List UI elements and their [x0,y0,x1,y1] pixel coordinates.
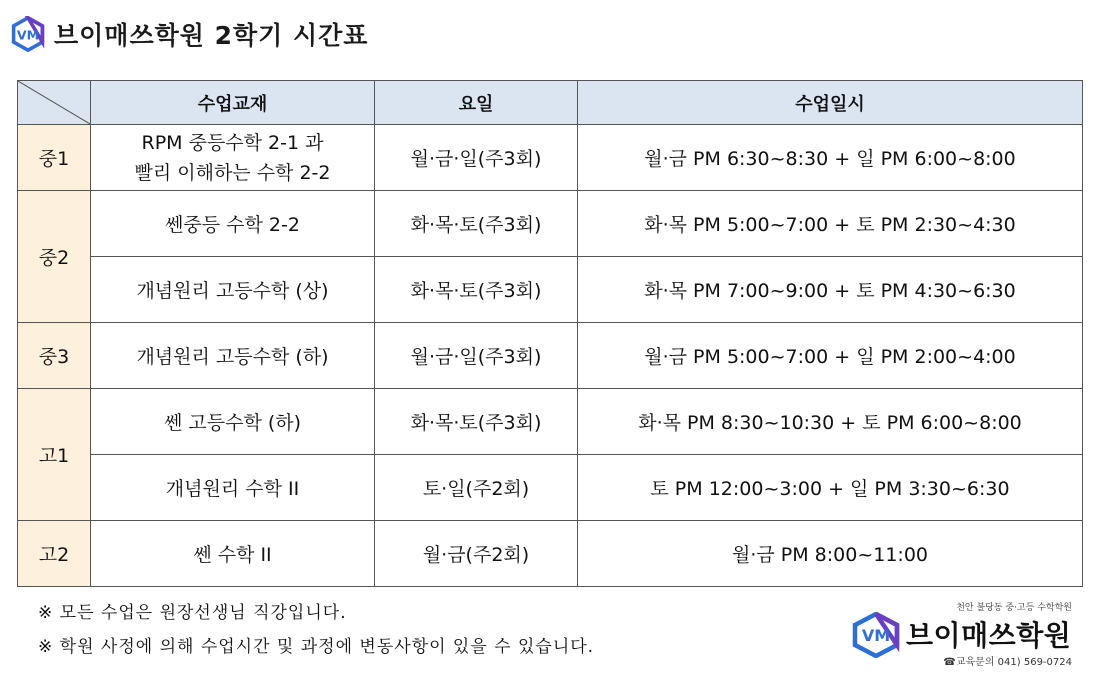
days-cell: 월·금(주2회) [375,521,578,587]
table-row [18,191,1083,257]
days-cell: 화·목·토(주3회) [375,389,578,455]
textbook-line: RPM 중등수학 2-1 과 [141,131,324,154]
table-row [18,257,1083,323]
table-row [18,125,1083,191]
textbook-cell: 개념원리 고등수학 (하) [91,323,375,389]
timetable [17,80,1083,587]
textbook-cell: 개념원리 수학 II [91,455,375,521]
days-cell: 화·목·토(주3회) [375,191,578,257]
note-change: ※ 학원 사정에 의해 수업시간 및 과정에 변동사항이 있을 수 있습니다. [38,637,595,657]
schedule-cell: 화·목 PM 7:00~9:00 + 토 PM 4:30~6:30 [578,257,1083,323]
title-bar [10,14,368,54]
vm-logo-icon [10,16,46,52]
table-row [18,389,1083,455]
table-row [18,323,1083,389]
days-cell: 토·일(주2회) [375,455,578,521]
schedule-cell: 월·금 PM 5:00~7:00 + 일 PM 2:00~4:00 [578,323,1083,389]
schedule-cell: 화·목 PM 5:00~7:00 + 토 PM 2:30~4:30 [578,191,1083,257]
header-schedule: 수업일시 [578,81,1083,125]
vm-logo-text: VM [16,27,40,43]
header-textbook: 수업교재 [91,81,375,125]
schedule-cell: 화·목 PM 8:30~10:30 + 토 PM 6:00~8:00 [578,389,1083,455]
brand-name: 브이매쓰학원 [906,619,1072,652]
corner-cell [18,81,91,125]
textbook-cell: 쎈 수학 II [91,521,375,587]
grade-cell: 중1 [18,125,91,191]
diagonal-line [18,81,90,124]
schedule-cell: 토 PM 12:00~3:00 + 일 PM 3:30~6:30 [578,455,1083,521]
days-cell: 화·목·토(주3회) [375,257,578,323]
days-cell: 월·금·일(주3회) [375,125,578,191]
vm-brand-logo-icon [852,612,900,658]
schedule-cell: 월·금 PM 8:00~11:00 [578,521,1083,587]
vm-brand-logo-text: VM [861,626,891,645]
table-row [18,521,1083,587]
textbook-cell: 쎈중등 수학 2-2 [91,191,375,257]
table-row [18,455,1083,521]
academy-brand [852,600,1072,668]
grade-cell: 고2 [18,521,91,587]
header-days: 요일 [375,81,578,125]
grade-cell: 고1 [18,389,91,521]
page-title: 브이매쓰학원 2학기 시간표 [54,21,369,50]
textbook-cell: 개념원리 고등수학 (상) [91,257,375,323]
textbook-cell [91,125,375,191]
grade-cell: 중2 [18,191,91,323]
days-cell: 월·금·일(주3회) [375,323,578,389]
textbook-line: 빨리 이해하는 수학 2-2 [134,161,331,184]
brand-contact: ☎교육문의 041) 569-0724 [943,657,1072,668]
grade-cell: 중3 [18,323,91,389]
textbook-cell: 쎈 고등수학 (하) [91,389,375,455]
note-lecture: ※ 모든 수업은 원장선생님 직강입니다. [38,603,347,623]
brand-tagline: 천안 불당동 중·고등 수학학원 [956,603,1072,613]
schedule-cell: 월·금 PM 6:30~8:30 + 일 PM 6:00~8:00 [578,125,1083,191]
